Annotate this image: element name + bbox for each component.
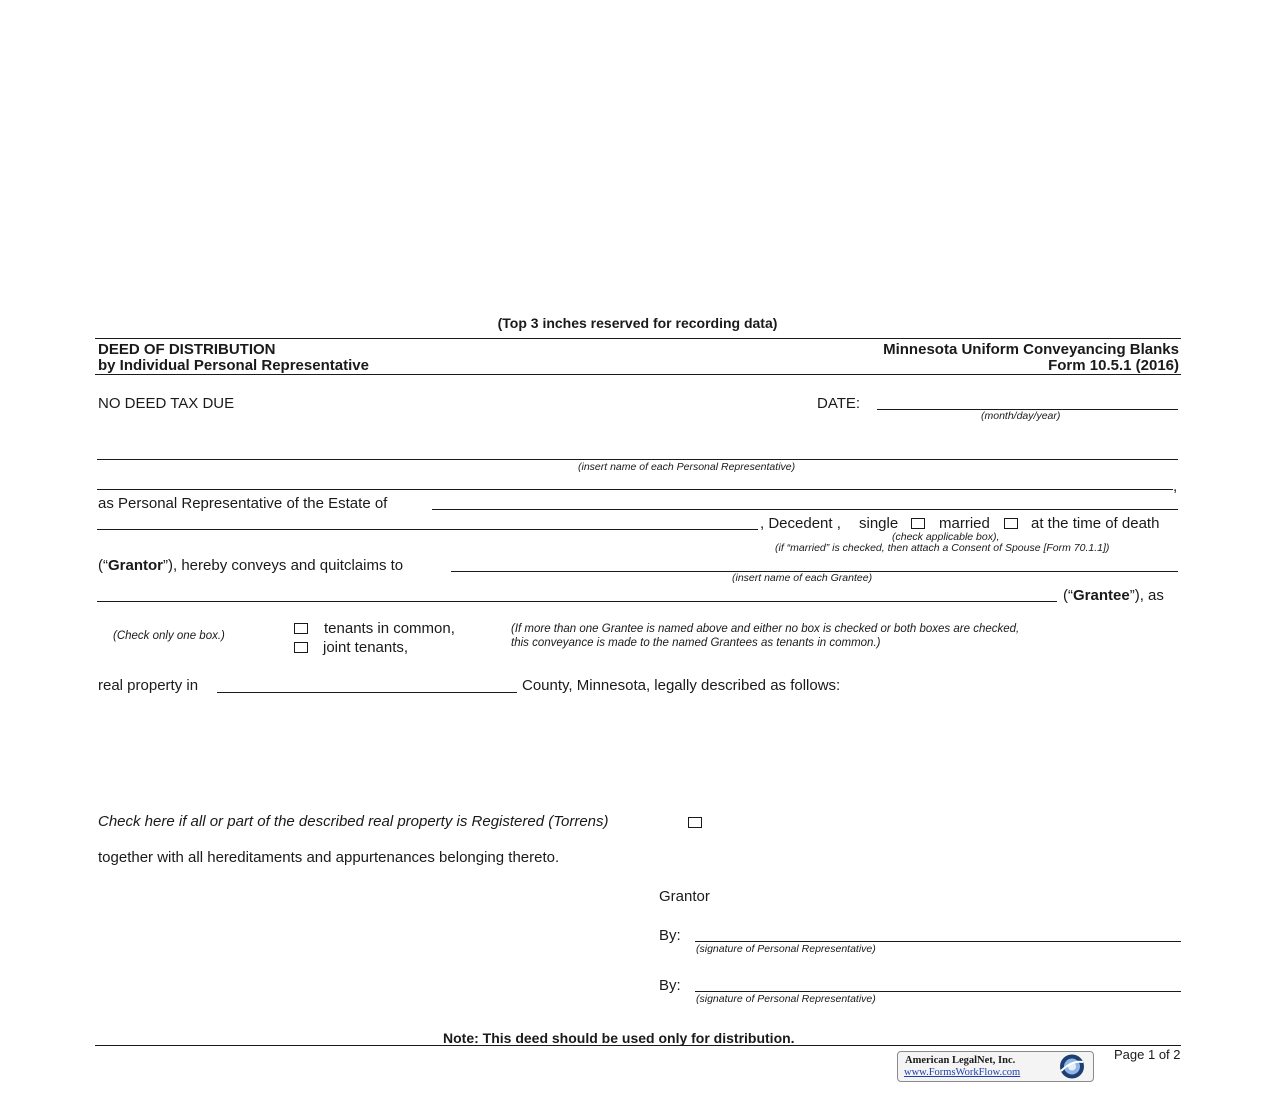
property-prefix: real property in xyxy=(98,677,199,694)
married-label: married xyxy=(939,515,990,532)
estate-label: as Personal Representative of the Estate of xyxy=(98,495,388,512)
grantee-clause: (“Grantee”), as xyxy=(1063,587,1164,604)
legalnet-logo[interactable] xyxy=(897,1051,1094,1082)
grantee-hint: (insert name of each Grantee) xyxy=(732,572,873,584)
county-field[interactable] xyxy=(217,692,517,693)
tenants-in-common-label: tenants in common, xyxy=(324,620,455,637)
tenants-in-common-checkbox[interactable] xyxy=(294,623,308,634)
logo-company: American LegalNet, Inc. xyxy=(905,1055,1016,1066)
footer-note: Note: This deed should be used only for distribution. xyxy=(443,1030,795,1046)
consent-hint: (if “married” is checked, then attach a Consent of Spouse [Form 70.1.1]) xyxy=(775,542,1110,554)
signature-hint-1: (signature of Personal Representative) xyxy=(696,943,876,955)
single-checkbox[interactable] xyxy=(911,518,925,529)
form-series: Minnesota Uniform Conveyancing Blanks xyxy=(883,341,1179,358)
logo-url[interactable]: www.FormsWorkFlow.com xyxy=(904,1067,1021,1078)
decedent-label: , Decedent , xyxy=(760,515,841,532)
grantor-clause: (“Grantor”), hereby conveys and quitclaims to xyxy=(98,557,404,574)
pr-comma: , xyxy=(1173,478,1178,495)
tenancy-instruction: (Check only one box.) xyxy=(113,630,225,642)
joint-tenants-label: joint tenants, xyxy=(323,639,409,656)
signature-field-2[interactable] xyxy=(695,991,1181,992)
recording-note: (Top 3 inches reserved for recording data) xyxy=(497,315,778,331)
torrens-checkbox[interactable] xyxy=(688,817,702,828)
header-top-rule xyxy=(95,338,1181,339)
torrens-label: Check here if all or part of the described real property is Registered (Torrens) xyxy=(98,813,609,830)
signature-hint-2: (signature of Personal Representative) xyxy=(696,993,876,1005)
at-death-label: at the time of death xyxy=(1031,515,1160,532)
form-title: DEED OF DISTRIBUTION xyxy=(98,341,276,358)
personal-representative-field[interactable] xyxy=(97,459,1178,460)
joint-tenants-checkbox[interactable] xyxy=(294,642,308,653)
married-checkbox[interactable] xyxy=(1004,518,1018,529)
tenancy-note-1: (If more than one Grantee is named above and either no box is checked or both boxes are checked, xyxy=(511,623,1020,635)
by-label-1: By: xyxy=(659,927,681,944)
tenancy-note-2: this conveyance is made to the named Grantees as tenants in common.) xyxy=(511,637,881,649)
header-bottom-rule xyxy=(95,374,1181,375)
grantor-label: Grantor xyxy=(659,888,710,905)
deed-tax-label: NO DEED TAX DUE xyxy=(98,395,235,412)
hereditaments-text: together with all hereditaments and appurtenances belonging thereto. xyxy=(98,849,560,866)
decedent-name-field[interactable] xyxy=(97,529,758,530)
grantee-name-field-2[interactable] xyxy=(97,601,1057,602)
form-subtitle: by Individual Personal Representative xyxy=(98,357,369,374)
by-label-2: By: xyxy=(659,977,681,994)
date-label: DATE: xyxy=(817,395,861,412)
form-number: Form 10.5.1 (2016) xyxy=(1048,357,1179,374)
property-suffix: County, Minnesota, legally described as follows: xyxy=(522,677,841,694)
estate-name-field[interactable] xyxy=(432,509,1178,510)
single-label: single xyxy=(859,515,899,532)
globe-icon xyxy=(1055,1053,1089,1080)
footer-rule xyxy=(95,1045,1181,1046)
signature-field-1[interactable] xyxy=(695,941,1181,942)
marital-hint: (check applicable box), xyxy=(892,531,1000,543)
page-number: Page 1 of 2 xyxy=(1114,1047,1181,1062)
date-hint: (month/day/year) xyxy=(981,410,1061,422)
personal-representative-hint: (insert name of each Personal Representative) xyxy=(578,461,796,473)
personal-representative-field-2[interactable] xyxy=(97,489,1173,490)
